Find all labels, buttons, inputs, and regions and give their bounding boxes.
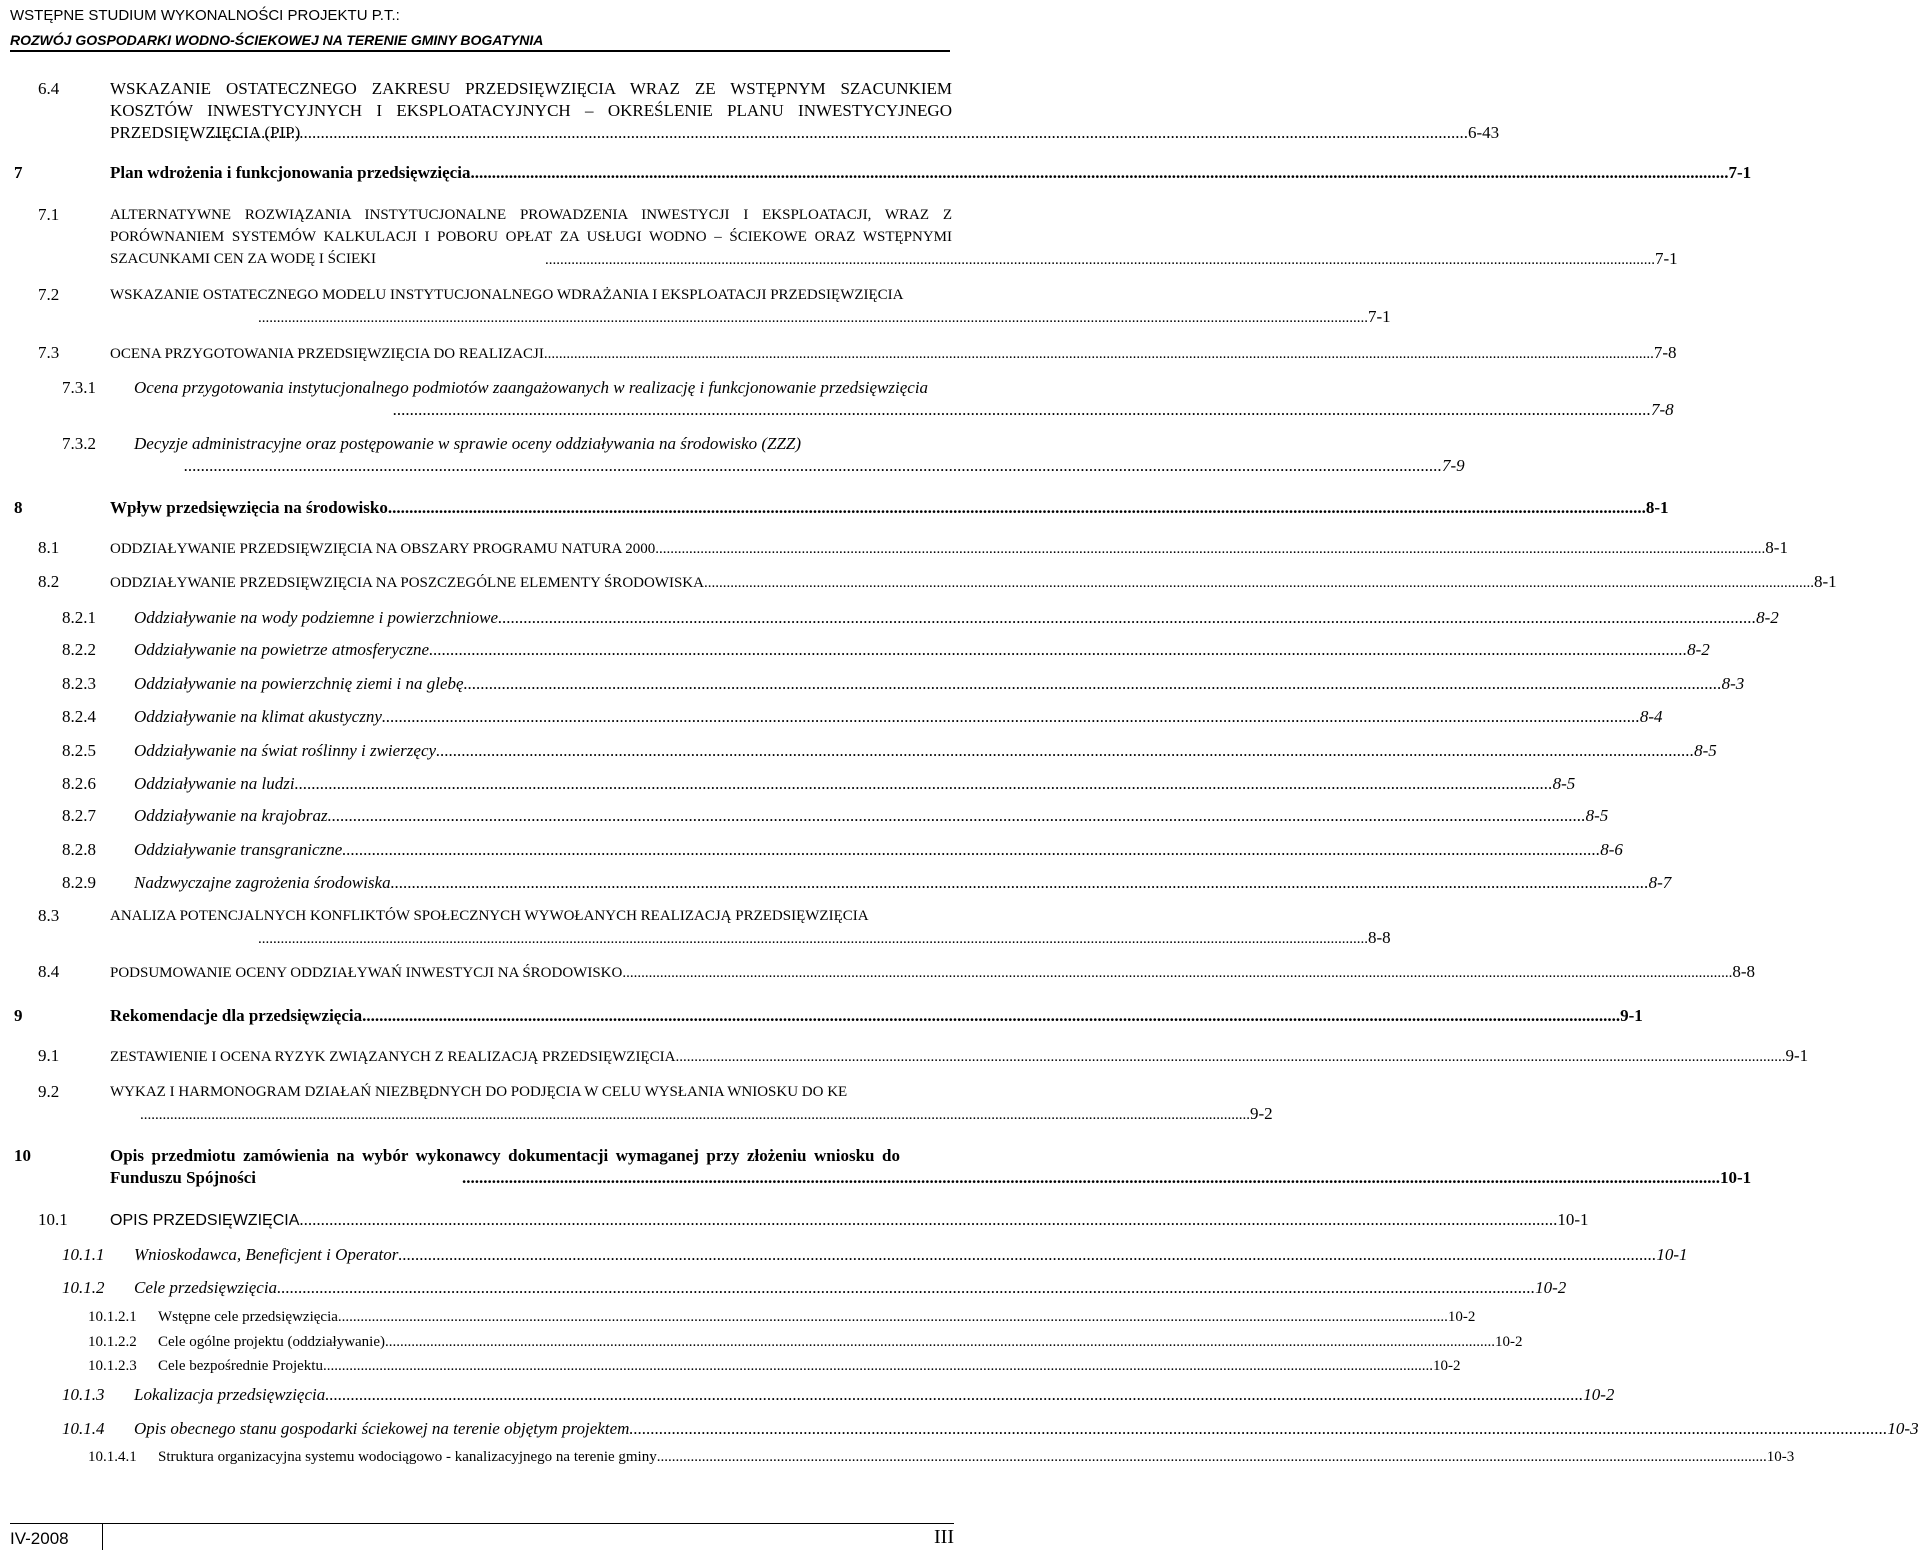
toc-entry-number: 8.2.4 (62, 707, 96, 726)
toc-entry-number: 10.1.2.1 (88, 1309, 137, 1325)
toc-entry-title: Cele bezpośrednie Projektu (158, 1358, 323, 1374)
toc-entry-7-3-2-leader (184, 455, 1465, 477)
toc-entry-title: ANALIZA POTENCJALNYCH KONFLIKTÓW SPOŁECZNYCH WYWOŁANYCH REALIZACJĄ PRZEDSIĘWZIĘCIA (110, 908, 869, 924)
toc-entry-title: WSKAZANIE OSTATECZNEGO ZAKRESU PRZEDSIĘWZIĘCIA WRAZ ZE WSTĘPNYM SZACUNKIEM KOSZTÓW INWESTYCYJNYCH I EKSPLOATACYJNYCH – OKREŚLENIE PLANU INWESTYCYJNEGO PRZEDSIĘWZIĘCIA (PIP) (110, 79, 952, 142)
toc-entry-page: 10-2 (1432, 1358, 1461, 1374)
page-header (10, 4, 950, 52)
toc-entry-title: Rekomendacje dla przedsięwzięcia (110, 1006, 363, 1025)
toc-entry-title: Opis przedmiotu zamówienia na wybór wykonawcy dokumentacji wymaganej przy złożeniu wniosku do Funduszu Spójności (110, 1146, 900, 1187)
toc-entry-page: 8-5 (1585, 806, 1609, 825)
toc-entry-title: ODDZIAŁYWANIE PRZEDSIĘWZIĘCIA NA OBSZARY PROGRAMU NATURA 2000 (110, 541, 656, 557)
toc-entry-number: 8.1 (38, 538, 60, 557)
toc-entry-number: 8.2.1 (62, 608, 96, 627)
toc-entry-number: 10.1.2.2 (88, 1334, 137, 1350)
toc-entry-page: 7-9 (1442, 456, 1465, 475)
toc-entry-title: Oddziaływanie transgraniczne (134, 840, 343, 859)
toc-entry-number: 8.2.6 (62, 774, 96, 793)
header-project-title: ROZWÓJ GOSPODARKI WODNO-ŚCIEKOWEJ NA TERENIE GMINY BOGATYNIA (10, 32, 544, 48)
toc-entry-page: 8-1 (1645, 498, 1669, 517)
toc-entry-page: 10-3 (1887, 1419, 1919, 1438)
toc-entry-title: Oddziaływanie na wody podziemne i powierzchniowe (134, 608, 499, 627)
toc-entry-page: 8-7 (1648, 873, 1672, 892)
toc-entry-title: Wnioskodawca, Beneficjent i Operator (134, 1245, 399, 1264)
toc-entry-page: 10-2 (1535, 1278, 1567, 1297)
toc-entry-title: WSKAZANIE OSTATECZNEGO MODELU INSTYTUCJONALNEGO WDRAŻANIA I EKSPLOATACJI PRZEDSIĘWZIĘCIA (110, 287, 904, 303)
toc-entry-9-2-leader (140, 1103, 1273, 1126)
toc-entry-title: Oddziaływanie na świat roślinny i zwierzęcy (134, 741, 437, 760)
toc-entry-number: 8 (14, 498, 23, 517)
header-study-title: WSTĘPNE STUDIUM WYKONALNOŚCI PROJEKTU P.T.: (10, 7, 400, 24)
toc-entry-title: OPIS PRZEDSIĘWZIĘCIA (110, 1212, 300, 1229)
toc-entry-title: Ocena przygotowania instytucjonalnego podmiotów zaangażowanych w realizację i funkcjonowanie przedsięwzięcia (134, 378, 929, 397)
toc-entry-page: 7-1 (1368, 307, 1391, 326)
toc-entry-number: 8.2.5 (62, 741, 96, 760)
toc-entry-title: Plan wdrożenia i funkcjonowania przedsięwzięcia (110, 163, 471, 182)
toc-entry-number: 8.2.9 (62, 873, 96, 892)
toc-entry-page: 10-2 (1495, 1334, 1523, 1350)
toc-entry-page: 9-1 (1620, 1006, 1643, 1025)
toc-entry-number: 8.3 (38, 906, 60, 925)
toc-entry-title: Cele przedsięwzięcia (134, 1278, 278, 1297)
toc-entry-number: 10.1.1 (62, 1245, 105, 1264)
toc-entry-title: Oddziaływanie na klimat akustyczny (134, 707, 382, 726)
toc-entry-page: 9-1 (1785, 1046, 1809, 1065)
toc-entry-8-3-leader (258, 927, 1391, 950)
toc-entry-title: Cele ogólne projektu (oddziaływanie) (158, 1334, 386, 1350)
toc-entry-number: 10.1.2.3 (88, 1358, 137, 1374)
toc-entry-number: 8.2 (38, 572, 60, 591)
toc-entry-page: 10-1 (1656, 1245, 1688, 1264)
toc-entry-number: 7.2 (38, 285, 60, 304)
toc-entry-page: 10-2 (1447, 1309, 1476, 1325)
page-footer (10, 1523, 954, 1552)
toc-entry-title: PODSUMOWANIE OCENY ODDZIAŁYWAŃ INWESTYCJI NA ŚRODOWISKO (110, 965, 623, 981)
toc-entry-page: 8-2 (1687, 640, 1710, 659)
toc-entry-page: 8-8 (1368, 928, 1391, 947)
toc-entry-title: Struktura organizacyjna systemu wodociągowo - kanalizacyjnego na terenie gminy (158, 1449, 657, 1465)
toc-entry-page: 7-1 (1655, 249, 1678, 268)
toc-entry-page: 8-3 (1721, 674, 1745, 693)
toc-entry-number: 6.4 (38, 79, 60, 98)
toc-entry-title: Wpływ przedsięwzięcia na środowisko (110, 498, 388, 517)
toc-entry-page: 10-2 (1583, 1385, 1615, 1404)
toc-entry-7-1-leader (545, 248, 1678, 271)
toc-entry-number: 10.1 (38, 1210, 68, 1229)
toc-entry-number: 9.2 (38, 1082, 60, 1101)
toc-entry-page: 8-6 (1600, 840, 1623, 859)
toc-entry-page: 8-8 (1732, 962, 1756, 981)
toc-entry-7-2-leader (258, 306, 1391, 329)
toc-entry-title: Decyzje administracyjne oraz postępowanie w sprawie oceny oddziaływania na środowisko (ZZZ) (134, 434, 802, 453)
footer-page-number: III (934, 1526, 954, 1548)
toc-entry-page: 7-8 (1653, 343, 1677, 362)
toc-entry-title: WYKAZ I HARMONOGRAM DZIAŁAŃ NIEZBĘDNYCH DO PODJĘCIA W CELU WYSŁANIA WNIOSKU DO KE (110, 1084, 848, 1100)
toc-entry-page: 10-3 (1766, 1449, 1795, 1465)
toc-entry-title: Oddziaływanie na ludzi (134, 774, 295, 793)
toc-entry-number: 10.1.2 (62, 1278, 105, 1297)
toc-entry-6-4-leader (210, 122, 1500, 144)
toc-entry-10-leader (462, 1167, 1752, 1189)
toc-entry-page: 8-1 (1813, 572, 1837, 591)
toc-entry-number: 8.4 (38, 962, 60, 981)
toc-entry-title: Wstępne cele przedsięwzięcia (158, 1309, 338, 1325)
toc-entry-page: 8-2 (1756, 608, 1779, 627)
toc-entry-page: 8-5 (1552, 774, 1576, 793)
toc-entry-number: 8.2.8 (62, 840, 96, 859)
toc-entry-number: 8.2.3 (62, 674, 96, 693)
toc-entry-page: 8-5 (1694, 741, 1717, 760)
toc-entry-title: ODDZIAŁYWANIE PRZEDSIĘWZIĘCIA NA POSZCZEGÓLNE ELEMENTY ŚRODOWISKA (110, 575, 704, 591)
toc-entry-number: 10 (14, 1146, 31, 1165)
toc-entry-page: 7-8 (1651, 400, 1674, 419)
toc-entry-number: 10.1.4 (62, 1419, 105, 1438)
toc-entry-page: 7-1 (1728, 163, 1752, 182)
toc-entry-page: 10-1 (1720, 1168, 1752, 1187)
toc-entry-title: Opis obecnego stanu gospodarki ściekowej na terenie objętym projektem (134, 1419, 630, 1438)
toc-entry-title: Nadzwyczajne zagrożenia środowiska (134, 873, 391, 892)
toc-entry-number: 7.3.1 (62, 378, 96, 397)
toc-entry-page: 8-1 (1765, 538, 1788, 557)
toc-entry-title: Oddziaływanie na krajobraz (134, 806, 328, 825)
footer-date: IV-2008 (10, 1529, 69, 1548)
toc-entry-number: 9.1 (38, 1046, 60, 1065)
toc-entry-number: 10.1.4.1 (88, 1449, 137, 1465)
toc-entry-page: 8-4 (1639, 707, 1663, 726)
toc-entry-number: 10.1.3 (62, 1385, 105, 1404)
toc-entry-title: Lokalizacja przedsięwzięcia (134, 1385, 326, 1404)
toc-entry-title: Oddziaływanie na powierzchnię ziemi i na glebę (134, 674, 464, 693)
toc-entry-title: OCENA PRZYGOTOWANIA PRZEDSIĘWZIĘCIA DO REALIZACJI (110, 346, 544, 362)
toc-entry-number: 7 (14, 163, 23, 182)
toc-entry-page: 9-2 (1250, 1104, 1273, 1123)
toc-entry-title: Oddziaływanie na powietrze atmosferyczne (134, 640, 430, 659)
toc-entry-title: ALTERNATYWNE ROZWIĄZANIA INSTYTUCJONALNE PROWADZENIA INWESTYCJI I EKSPLOATACJI, WRAZ Z PORÓWNANIEM SYSTEMÓW KALKULACJI I POBORU OPŁAT ZA USŁUGI WODNO – ŚCIEKOWE ORAZ WSTĘPNYMI SZACUNKAMI CEN ZA WODĘ I ŚCIEKI (110, 207, 952, 267)
toc-entry-7-3-1-leader (393, 399, 1674, 421)
toc-entry-number: 7.1 (38, 205, 60, 224)
toc-entry-title: ZESTAWIENIE I OCENA RYZYK ZWIĄZANYCH Z REALIZACJĄ PRZEDSIĘWZIĘCIA (110, 1049, 676, 1065)
toc-entry-number: 7.3.2 (62, 434, 96, 453)
toc-entry-number: 9 (14, 1006, 23, 1025)
toc-entry-page: 10-1 (1557, 1210, 1589, 1229)
toc-entry-page: 6-43 (1468, 123, 1500, 142)
toc-entry-number: 8.2.7 (62, 806, 96, 825)
toc-entry-number: 8.2.2 (62, 640, 96, 659)
toc-entry-number: 7.3 (38, 343, 60, 362)
